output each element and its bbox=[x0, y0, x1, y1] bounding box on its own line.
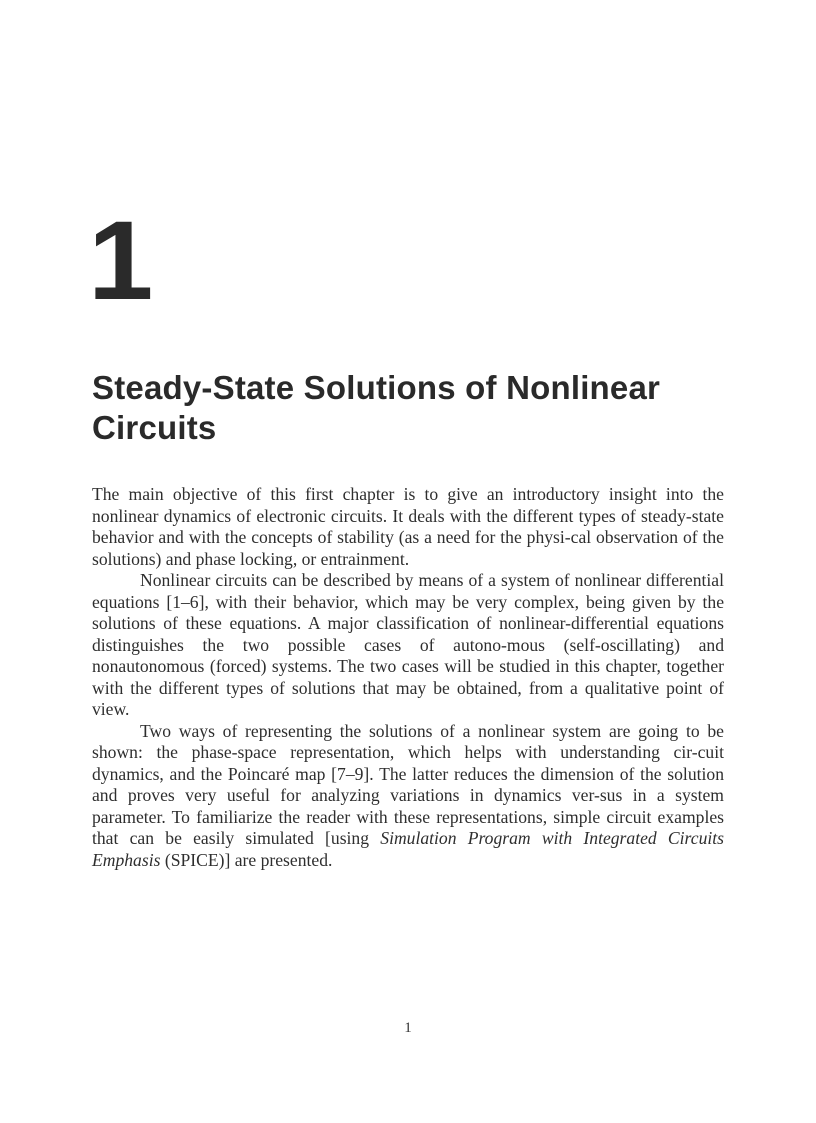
paragraph-3 bbox=[92, 721, 724, 872]
paragraph-3-text-after: (SPICE)] are presented. bbox=[160, 849, 333, 870]
paragraph-2: Nonlinear circuits can be described by means of a system of nonlinear differential equations [1–6], with their behavior, which may be very complex, being given by the solutions of these equations. A major classification of nonlinear-differential equations distinguishes the two possible cases of autono-mous (self-oscillating) and nonautonomous (forced) systems. The two cases will be studied in this chapter, together with the different types of solutions that may be obtained, from a qualitative point of view. bbox=[92, 570, 724, 719]
chapter-number: 1 bbox=[88, 198, 154, 323]
page-number: 1 bbox=[404, 1020, 412, 1036]
paragraph-1: The main objective of this first chapter is to give an introductory insight into the nonlinear dynamics of electronic circuits. It deals with the different types of steady-state behavior and with the concepts of stability (as a need for the physi-cal observation of the solutions) and phase locking, or entrainment. bbox=[92, 484, 724, 569]
chapter-title: Steady-State Solutions of Nonlinear Circuits bbox=[92, 369, 661, 446]
chapter-body bbox=[92, 484, 724, 871]
paragraph-3-emphasis: Simulation Program with Integrated Circuits Emphasis bbox=[92, 828, 724, 870]
paragraph-3-text-before: Two ways of representing the solutions of a nonlinear system are going to be shown: the phase-space representation, which helps with understanding cir-cuit dynamics, and the Poincaré map [7–9]. The latter reduces the dimension of the solution and proves very useful for analyzing variations in dynamics ver-sus in a system parameter. To familiarize the reader with these representations, simple circuit examples that can be easily simulated [using bbox=[92, 720, 724, 848]
